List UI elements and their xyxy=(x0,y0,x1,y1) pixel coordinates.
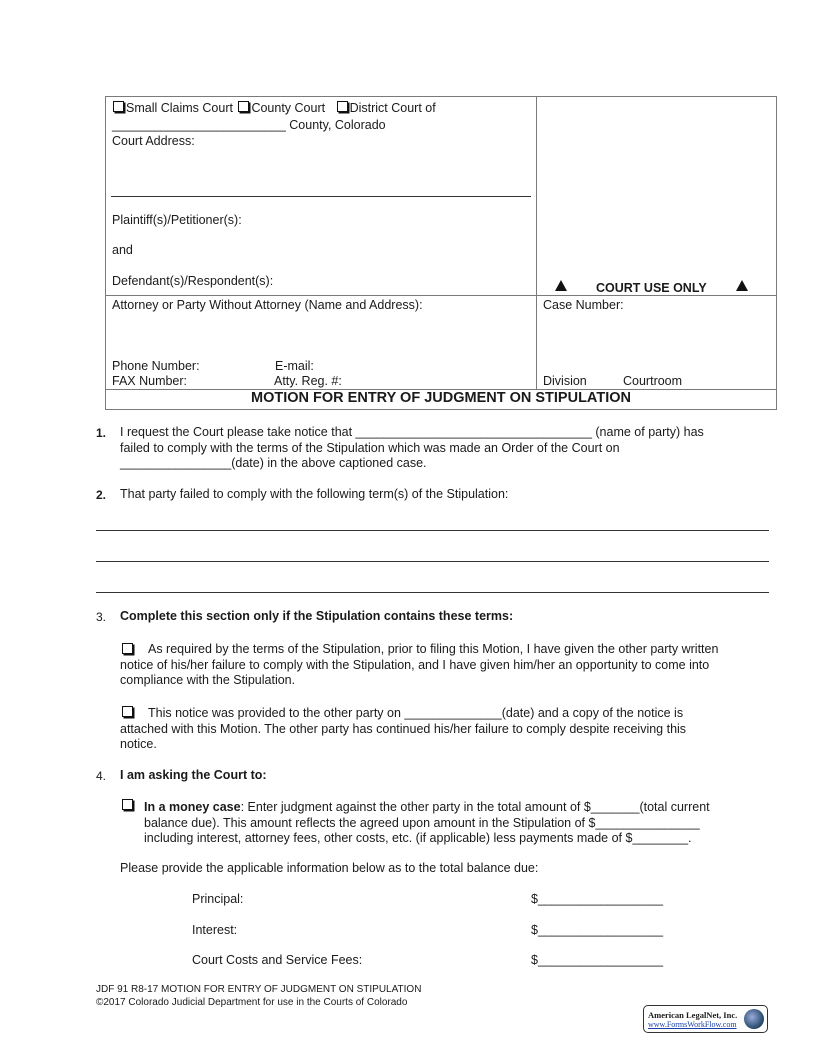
interest-label: Interest: xyxy=(192,923,238,937)
option-2-line[interactable]: This notice was provided to the other party on ______________(date) and a copy of the notice is xyxy=(148,706,684,720)
money-case-line[interactable]: : Enter judgment against the other party in the total amount of $_______(total current xyxy=(240,800,710,814)
section-2-number: 2. xyxy=(96,488,107,502)
money-case-checkbox[interactable] xyxy=(122,799,133,810)
court-use-only-label: COURT USE ONLY xyxy=(596,281,707,295)
section-3-number: 3. xyxy=(96,610,107,624)
american-legalnet-logo[interactable] xyxy=(643,1005,768,1033)
money-case-text xyxy=(144,800,710,847)
section-4-heading: I am asking the Court to: xyxy=(120,768,267,782)
section-3-option-1 xyxy=(120,642,718,689)
email-label: E-mail: xyxy=(275,359,314,373)
court-costs-amount[interactable]: $__________________ xyxy=(531,953,664,967)
fax-label: FAX Number: xyxy=(112,374,188,388)
small-claims-label: Small Claims Court xyxy=(126,101,233,115)
court-costs-label: Court Costs and Service Fees: xyxy=(192,953,363,967)
section-3-option-2 xyxy=(120,706,686,753)
form-title: MOTION FOR ENTRY OF JUDGMENT ON STIPULATION xyxy=(251,390,631,406)
plaintiff-label: Plaintiff(s)/Petitioner(s): xyxy=(112,213,242,227)
court-address-line[interactable] xyxy=(111,196,531,197)
court-options xyxy=(113,101,436,115)
section-1-line: failed to comply with the terms of the Stipulation which was made an Order of the Court on xyxy=(120,440,620,455)
courtroom-label: Courtroom xyxy=(623,374,683,388)
section-1-text xyxy=(120,425,704,472)
defendant-label: Defendant(s)/Respondent(s): xyxy=(112,274,274,288)
case-number-label: Case Number: xyxy=(543,298,624,312)
section-2-text: That party failed to comply with the following term(s) of the Stipulation: xyxy=(120,487,509,501)
section-3-heading: Complete this section only if the Stipulation contains these terms: xyxy=(120,609,514,623)
option-1-line: notice of his/her failure to comply with the Stipulation, and I have given him/her an opportunity to come into xyxy=(120,657,710,672)
atty-reg-label: Atty. Reg. #: xyxy=(274,374,342,388)
option-2-line: notice. xyxy=(120,737,157,751)
section-1-number: 1. xyxy=(96,426,107,440)
small-claims-checkbox[interactable] xyxy=(113,101,124,112)
footer-copyright: ©2017 Colorado Judicial Department for use in the Courts of Colorado xyxy=(96,997,408,1008)
and-label: and xyxy=(112,243,133,257)
county-court-label: County Court xyxy=(251,101,326,115)
section-1-line[interactable]: I request the Court please take notice that __________________________________ (name of party) has xyxy=(120,425,704,439)
caption-divider-1 xyxy=(105,295,777,296)
county-court-checkbox[interactable] xyxy=(238,101,249,112)
terms-line[interactable] xyxy=(96,561,769,562)
terms-line[interactable] xyxy=(96,592,769,593)
option-2-line: attached with this Motion. The other party has continued his/her failure to comply despite receiving this xyxy=(120,721,687,736)
option-1-line: As required by the terms of the Stipulation, prior to filing this Motion, I have given the other party written xyxy=(148,642,719,656)
principal-label: Principal: xyxy=(192,892,244,906)
court-address-label: Court Address: xyxy=(112,134,195,148)
caption-divider-vertical xyxy=(536,96,537,389)
logo-company-name: American LegalNet, Inc. xyxy=(648,1010,738,1020)
up-arrow-icon xyxy=(736,280,748,291)
terms-line[interactable] xyxy=(96,530,769,531)
section-4-number: 4. xyxy=(96,769,107,783)
caption-box xyxy=(105,96,777,410)
county-line[interactable]: _________________________ County, Colorado xyxy=(112,118,386,132)
section-1-line[interactable]: ________________(date) in the above captioned case. xyxy=(120,456,427,470)
division-label: Division xyxy=(543,374,587,388)
attorney-label: Attorney or Party Without Attorney (Name and Address): xyxy=(112,298,423,312)
up-arrow-icon xyxy=(555,280,567,291)
globe-icon xyxy=(744,1009,764,1029)
district-court-checkbox[interactable] xyxy=(337,101,348,112)
district-court-label: District Court of xyxy=(349,101,436,115)
balance-intro: Please provide the applicable information below as to the total balance due: xyxy=(120,861,539,875)
option-1-line: compliance with the Stipulation. xyxy=(120,673,296,687)
phone-label: Phone Number: xyxy=(112,359,200,373)
money-case-label: In a money case xyxy=(144,800,241,814)
logo-url[interactable]: www.FormsWorkFlow.com xyxy=(648,1020,737,1029)
footer-form-id: JDF 91 R8-17 MOTION FOR ENTRY OF JUDGMENT ON STIPULATION xyxy=(96,984,422,995)
money-case-line[interactable]: including interest, attorney fees, other costs, etc. (if applicable) less payments made of $________. xyxy=(144,831,692,845)
money-case-line[interactable]: balance due). This amount reflects the agreed upon amount in the Stipulation of $_______________ xyxy=(144,815,700,830)
interest-amount[interactable]: $__________________ xyxy=(531,923,664,937)
principal-amount[interactable]: $__________________ xyxy=(531,892,664,906)
